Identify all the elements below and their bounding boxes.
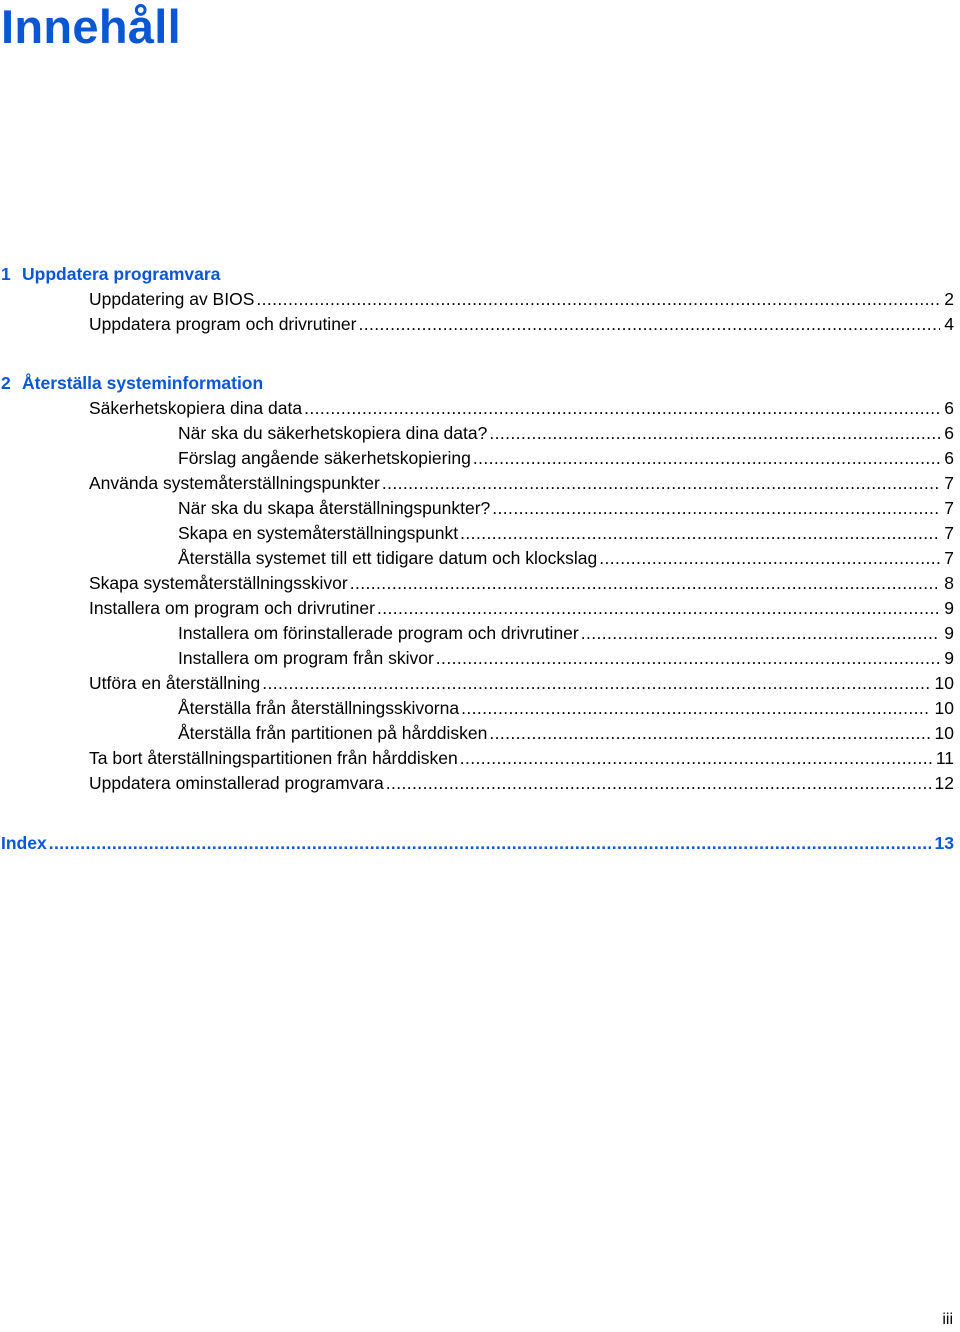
toc-subentry[interactable] [178,421,954,446]
toc-entry[interactable] [89,287,954,312]
dot-leader [350,571,941,596]
dot-leader [386,771,931,796]
toc-subentry[interactable] [178,496,954,521]
toc-entry-page: 4 [944,314,954,334]
toc-entry-page: 2 [944,289,954,309]
toc-entry-page: 9 [944,598,954,618]
toc-entry-text: Installera om program från skivor [178,648,434,668]
toc-entry-text: Uppdatera program och drivrutiner [89,314,357,334]
toc-entry-page: 6 [944,448,954,468]
toc-entry-page: 9 [944,648,954,668]
toc-entry[interactable] [89,471,954,496]
toc-entry-page: 6 [944,423,954,443]
dot-leader [377,596,940,621]
toc-entry-page: 12 [934,773,954,793]
dot-leader [436,646,940,671]
dot-leader [492,496,940,521]
toc-entry-page: 7 [944,473,954,493]
dot-leader [382,471,940,496]
dot-leader [460,521,940,546]
toc-entry-text: Uppdatera ominstallerad programvara [89,773,384,793]
toc-entry[interactable] [89,312,954,337]
dot-leader [262,671,930,696]
toc-entry-page: 10 [934,673,954,693]
toc-entry-text: Återställa från partitionen på hårddisken [178,723,488,743]
page-number: iii [942,1311,953,1328]
chapter-title: Återställa systeminformation [22,373,264,393]
toc-subentry[interactable] [178,621,954,646]
dot-leader [49,831,931,856]
toc-entry-page: 7 [944,548,954,568]
toc-entry-page: 9 [944,623,954,643]
toc-entry-page: 10 [934,723,954,743]
toc-entry-text: Återställa systemet till ett tidigare datum och klockslag [178,548,598,568]
toc-entry-text: Säkerhetskopiera dina data [89,398,303,418]
toc-entry-page: 8 [944,573,954,593]
toc-entry-text: Återställa från återställningsskivorna [178,698,460,718]
toc-subentry[interactable] [178,721,954,746]
toc-index-entry[interactable] [1,831,954,856]
dot-leader [489,721,930,746]
toc-entry-text: Utföra en återställning [89,673,261,693]
toc-entry[interactable] [89,771,954,796]
dot-leader [460,746,932,771]
toc-entry-text: Använda systemåterställningspunkter [89,473,380,493]
toc-subentry[interactable] [178,696,954,721]
dot-leader [256,287,940,312]
toc-entry[interactable] [89,746,954,771]
toc-entry-text: När ska du skapa återställningspunkter? [178,498,491,518]
dot-leader [581,621,941,646]
toc-subentry[interactable] [178,446,954,471]
toc-entry-page: 7 [944,523,954,543]
toc-entry-text: Installera om program och drivrutiner [89,598,375,618]
toc-entry[interactable] [89,571,954,596]
toc-subentry[interactable] [178,521,954,546]
toc-entry-page: 13 [934,833,954,853]
toc-entry[interactable] [89,671,954,696]
chapter-number: 1 [1,264,11,284]
toc-entry-text: Index [1,833,47,853]
dot-leader [489,421,940,446]
toc-entry-text: När ska du säkerhetskopiera dina data? [178,423,488,443]
chapter-number: 2 [1,373,11,393]
toc-subentry[interactable] [178,546,954,571]
toc-entry-page: 6 [944,398,954,418]
toc-entry-page: 11 [935,748,954,768]
toc-entry-text: Skapa en systemåterställningspunkt [178,523,459,543]
toc-entry-text: Uppdatering av BIOS [89,289,255,309]
dot-leader [304,396,940,421]
toc-entry[interactable] [89,396,954,421]
toc-entry-page: 7 [944,498,954,518]
dot-leader [461,696,930,721]
chapter-title: Uppdatera programvara [22,264,221,284]
page-title: Innehåll [1,0,181,53]
dot-leader [599,546,940,571]
chapter-2-heading[interactable] [1,371,263,396]
toc-entry-text: Installera om förinstallerade program och drivrutiner [178,623,579,643]
toc-entry-page: 10 [934,698,954,718]
dot-leader [473,446,940,471]
chapter-1-heading[interactable] [1,262,220,287]
toc-entry[interactable] [89,596,954,621]
toc-entry-text: Ta bort återställningspartitionen från hårddisken [89,748,458,768]
dot-leader [359,312,941,337]
toc-entry-text: Skapa systemåterställningsskivor [89,573,348,593]
toc-entry-text: Förslag angående säkerhetskopiering [178,448,471,468]
toc-subentry[interactable] [178,646,954,671]
